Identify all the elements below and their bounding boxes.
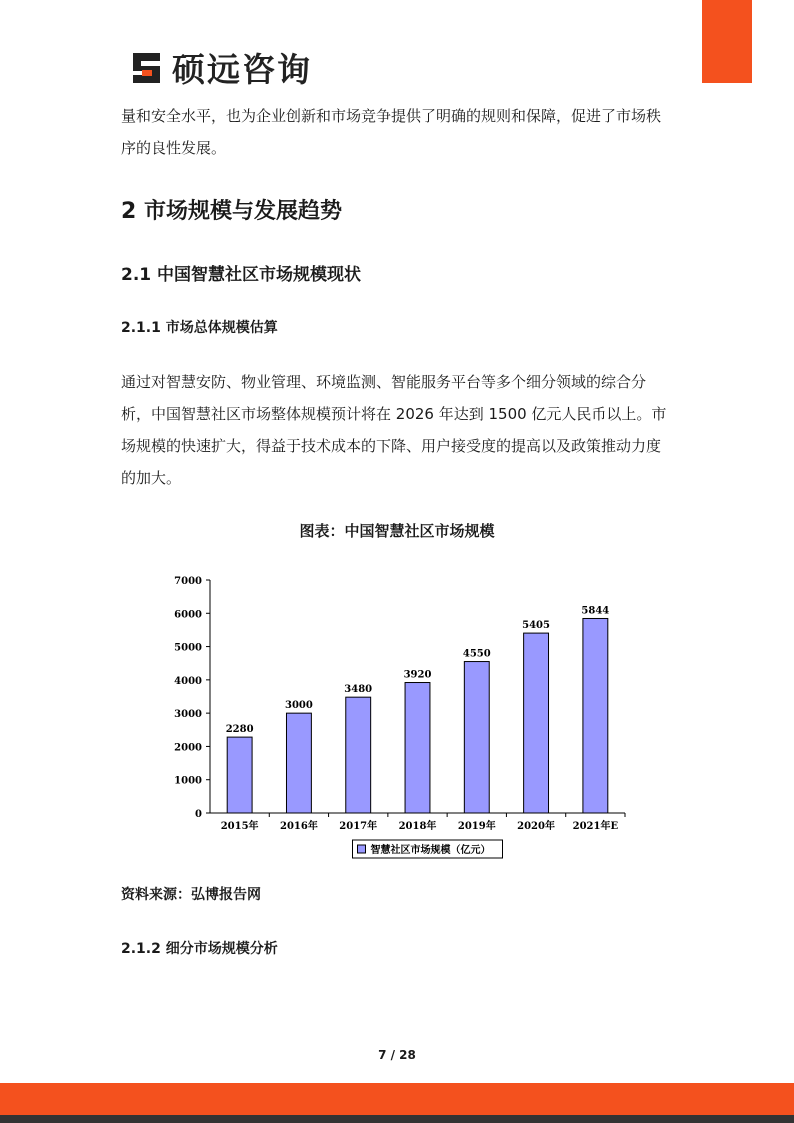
- y-tick-label: 6000: [174, 609, 202, 621]
- paragraph-market-estimate: 通过对智慧安防、物业管理、环境监测、智能服务平台等多个细分领域的综合分析，中国智慧社区市场整体规模预计将在 2026 年达到 1500 亿元人民币以上。市场规模的快速扩大，得益于技术成本的下降、用户接受度的提高以及政策推动力度的加大。: [121, 373, 667, 487]
- logo-mark-icon: [130, 50, 166, 86]
- brand-name: 硕远咨询: [172, 50, 312, 89]
- bar: [524, 633, 549, 813]
- x-tick-label: 2021年E: [572, 821, 619, 832]
- subsection-heading: 2.1 中国智慧社区市场规模现状: [121, 265, 362, 285]
- bar: [464, 662, 489, 813]
- legend-label: 智慧社区市场规模（亿元）: [370, 845, 491, 856]
- y-tick-label: 3000: [174, 709, 202, 721]
- brand-logo: [130, 44, 312, 91]
- data-label: 3920: [403, 669, 432, 681]
- y-tick-label: 0: [195, 809, 202, 820]
- data-label: 5405: [522, 620, 550, 632]
- footer-accent-bar: [0, 1083, 794, 1115]
- source-note: 资料来源：弘博报告网: [121, 887, 261, 903]
- page-number: 7 / 28: [378, 1048, 416, 1062]
- x-tick-label: 2015年: [220, 821, 259, 832]
- data-label: 4550: [462, 648, 491, 660]
- data-label: 2280: [225, 724, 254, 736]
- data-label: 3480: [344, 684, 373, 696]
- bar: [583, 618, 608, 813]
- data-label: 3000: [285, 700, 313, 712]
- footer-dark-strip: [0, 1115, 794, 1123]
- x-tick-label: 2020年: [517, 821, 555, 832]
- market-size-bar-chart: [160, 568, 640, 863]
- bar: [286, 713, 311, 813]
- bar: [227, 737, 252, 813]
- x-tick-label: 2017年: [339, 821, 378, 832]
- chart-caption: 图表：中国智慧社区市场规模: [299, 522, 495, 540]
- subsubsection-heading-total: 2.1.1 市场总体规模估算: [121, 320, 278, 336]
- subsubsection-heading-segments: 2.1.2 细分市场规模分析: [121, 941, 278, 957]
- y-tick-label: 5000: [174, 642, 202, 654]
- y-tick-label: 4000: [174, 675, 202, 687]
- y-tick-label: 2000: [174, 742, 202, 754]
- y-tick-label: 1000: [174, 775, 202, 787]
- bar: [405, 683, 430, 813]
- bar: [346, 697, 371, 813]
- x-tick-label: 2016年: [280, 821, 318, 832]
- y-tick-label: 7000: [174, 576, 202, 587]
- legend-swatch: [358, 845, 366, 853]
- x-tick-label: 2018年: [398, 821, 437, 832]
- section-heading: 2 市场规模与发展趋势: [121, 199, 342, 224]
- paragraph-continued: 量和安全水平，也为企业创新和市场竞争提供了明确的规则和保障，促进了市场秩序的良性发展。: [121, 107, 662, 157]
- data-label: 5844: [581, 605, 610, 617]
- top-accent-bar: [702, 0, 752, 83]
- x-tick-label: 2019年: [457, 821, 496, 832]
